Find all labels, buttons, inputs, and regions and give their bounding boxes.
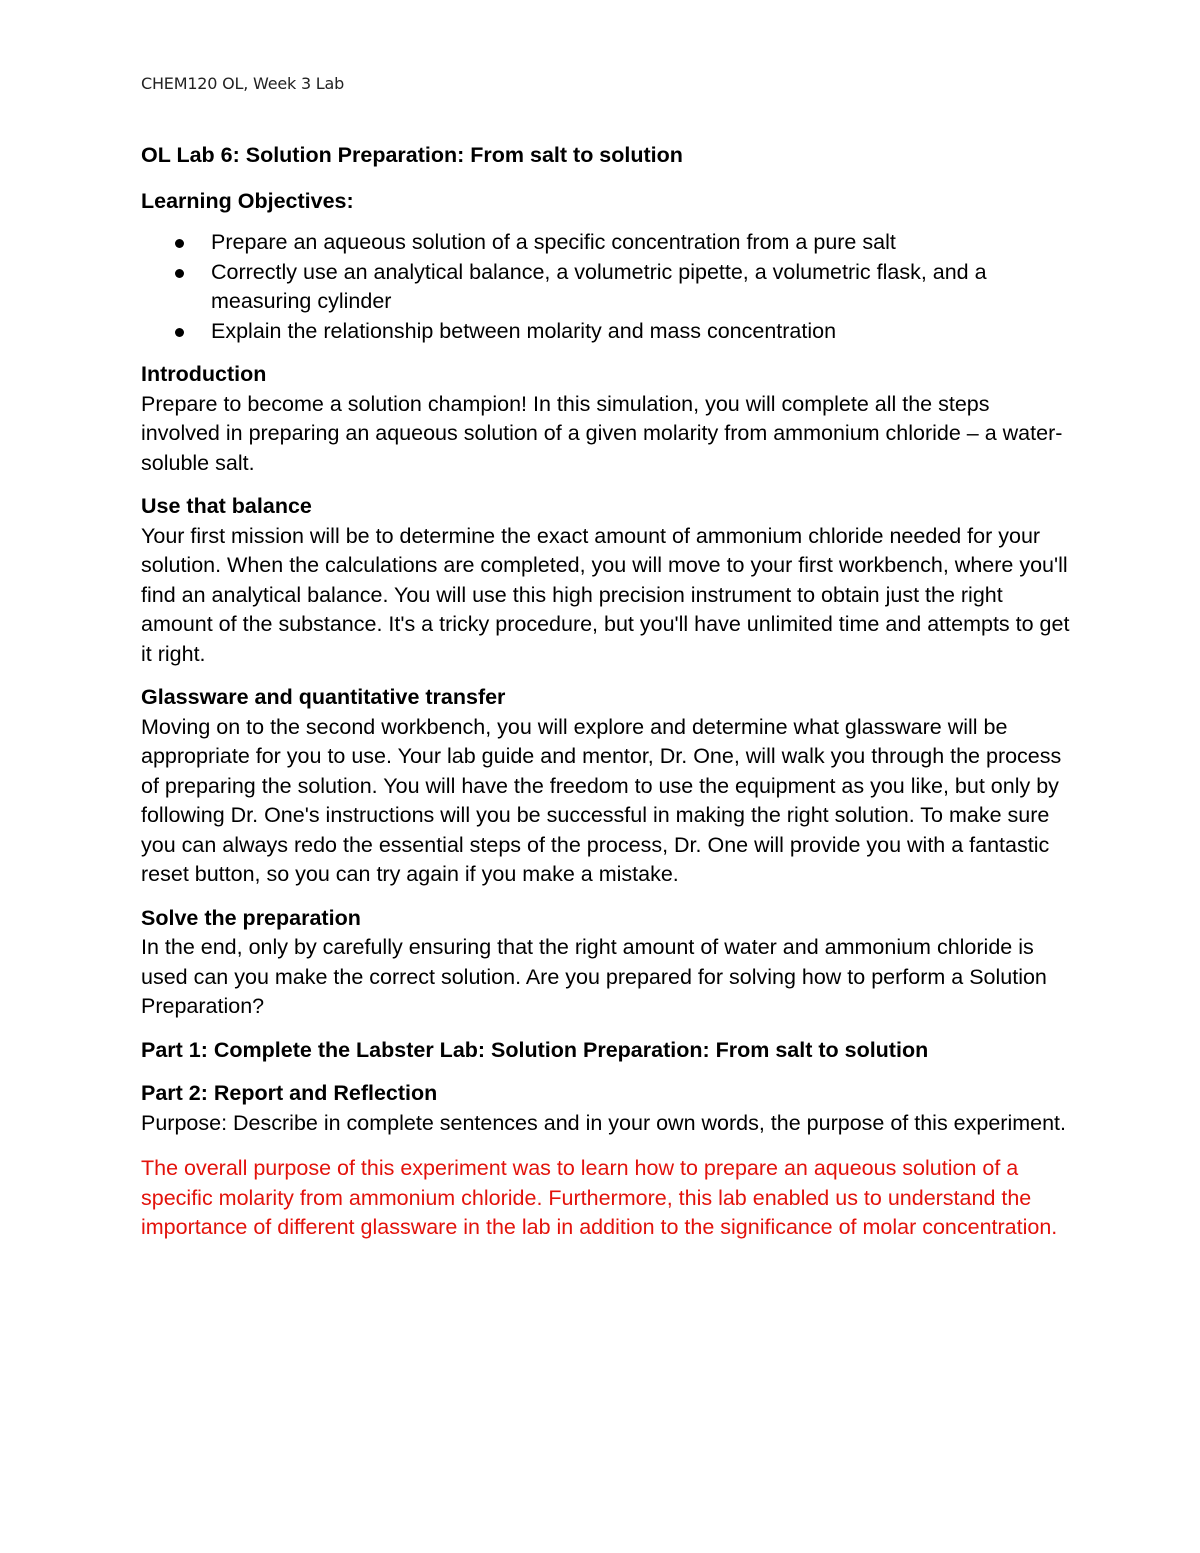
page-header: CHEM120 OL, Week 3 Lab xyxy=(141,74,345,93)
introduction-text: Prepare to become a solution champion! In this simulation, you will complete all the steps involved in preparing an aqueous solution of a given molarity from ammonium chloride – a water-soluble salt. xyxy=(141,391,1063,475)
solve-text: In the end, only by carefully ensuring that the right amount of water and ammonium chloride is used can you make the correct solution. Are you prepared for solving how to perform a Solution Preparation? xyxy=(141,935,1047,1018)
part2-heading: Part 2: Report and Reflection xyxy=(141,1081,438,1105)
part2-section xyxy=(141,1079,1071,1243)
part1-heading: Part 1: Complete the Labster Lab: Solution Preparation: From salt to solution xyxy=(141,1037,929,1062)
objective-text: Correctly use an analytical balance, a volumetric pipette, a volumetric flask, and a measuring cylinder xyxy=(211,259,987,313)
learning-objectives-heading: Learning Objectives: xyxy=(141,188,354,213)
bullet-icon xyxy=(175,328,184,337)
objective-text: Prepare an aqueous solution of a specific concentration from a pure salt xyxy=(211,230,896,254)
list-item xyxy=(141,228,1071,258)
use-balance-section xyxy=(141,492,1071,669)
bullet-icon xyxy=(175,239,184,248)
use-balance-heading: Use that balance xyxy=(141,494,312,518)
use-balance-text: Your first mission will be to determine the exact amount of ammonium chloride needed for your solution. When the calculations are completed, you will move to your first workbench, where you'll find an analytical balance. You will use this high precision instrument to obtain just the right amount of the substance. It's a tricky procedure, but you'll have unlimited time and attempts to get it right. xyxy=(141,523,1070,666)
bullet-icon xyxy=(175,269,184,278)
glassware-heading: Glassware and quantitative transfer xyxy=(141,685,506,709)
document-body xyxy=(141,141,1071,1243)
introduction-heading: Introduction xyxy=(141,362,267,386)
part1-section xyxy=(141,1036,1071,1066)
list-item xyxy=(141,317,1071,347)
purpose-text: Purpose: Describe in complete sentences and in your own words, the purpose of this experiment. xyxy=(141,1110,1066,1135)
solve-section xyxy=(141,904,1071,1022)
list-item xyxy=(141,258,1071,317)
answer-text: The overall purpose of this experiment was to learn how to prepare an aqueous solution of a specific molarity from ammonium chloride. Furthermore, this lab enabled us to understand the importance of different glassware in the lab in addition to the significance of molar concentration. xyxy=(141,1156,1058,1239)
learning-objectives-list xyxy=(141,228,1071,346)
objective-text: Explain the relationship between molarity and mass concentration xyxy=(211,318,837,343)
glassware-text: Moving on to the second workbench, you will explore and determine what glassware will be appropriate for you to use. Your lab guide and mentor, Dr. One, will walk you through the process of preparing the solution. You will have the freedom to use the equipment as you like, but only by following Dr. One's instructions will you be successful in making the right solution. To make sure you can always redo the essential steps of the process, Dr. One will provide you with a fantastic reset button, so you can try again if you make a mistake. xyxy=(141,714,1062,886)
solve-heading: Solve the preparation xyxy=(141,905,361,930)
document-title: OL Lab 6: Solution Preparation: From salt to solution xyxy=(141,143,683,167)
glassware-section xyxy=(141,683,1071,890)
introduction-section xyxy=(141,360,1071,478)
